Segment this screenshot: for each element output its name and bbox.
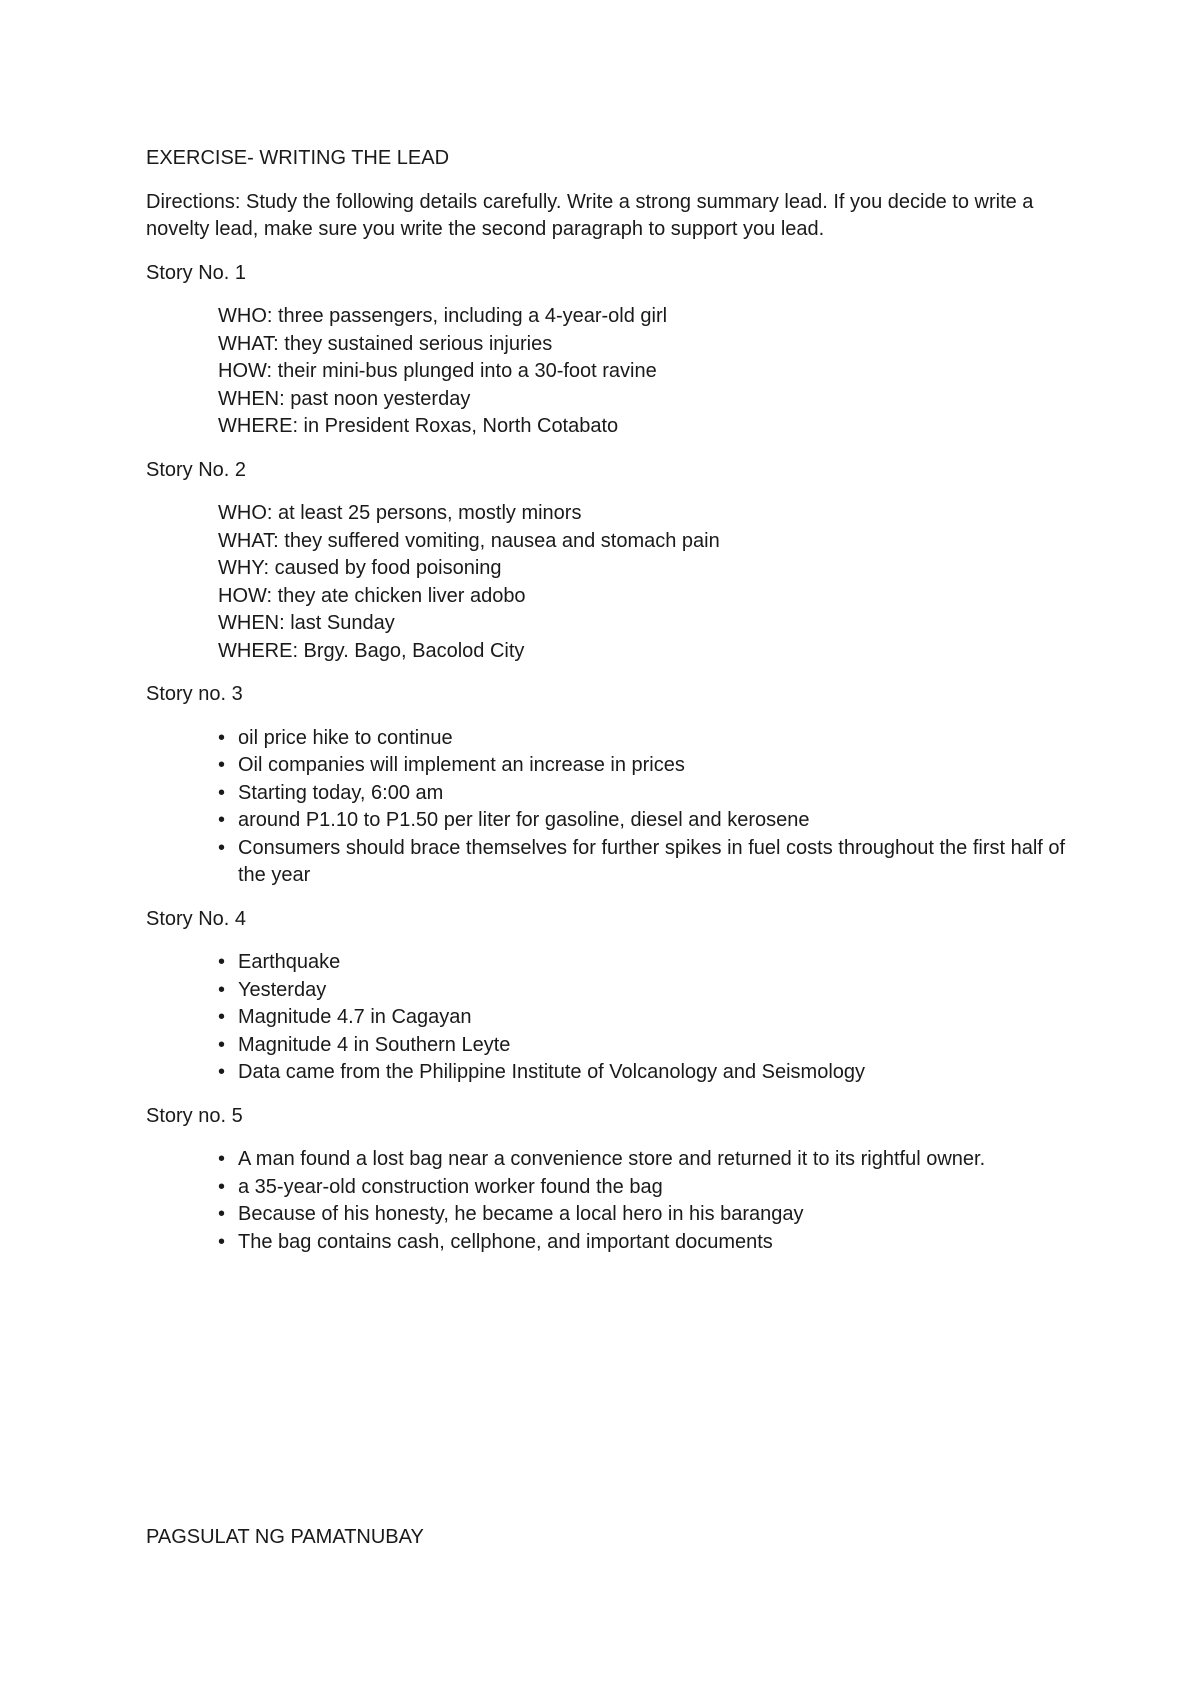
detail-item: WHEN: past noon yesterday: [218, 387, 471, 410]
bullet-item: • Magnitude 4 in Southern Leyte: [218, 1032, 1066, 1060]
footer-title: PAGSULAT NG PAMATNUBAY: [146, 1526, 424, 1548]
detail-item: WHAT: they suffered vomiting, nausea and stomach pain: [218, 529, 720, 552]
bullet-item: • Because of his honesty, he became a local hero in his barangay: [218, 1201, 1066, 1229]
detail-item: WHERE: in President Roxas, North Cotabato: [218, 415, 619, 437]
detail-item: HOW: their mini-bus plunged into a 30-foot ravine: [218, 360, 657, 382]
story-bullets: [218, 1146, 1066, 1256]
detail-item: HOW: they ate chicken liver adobo: [218, 584, 526, 607]
story-heading: Story No. 2: [146, 458, 247, 481]
bullet-item: • Consumers should brace themselves for further spikes in fuel costs throughout the first half of the year: [218, 835, 1066, 890]
detail-item: WHO: at least 25 persons, mostly minors: [218, 502, 582, 524]
detail-item: WHAT: they sustained serious injuries: [218, 332, 553, 355]
bullet-item: • Yesterday: [218, 977, 1066, 1005]
story-heading: Story no. 5: [146, 1104, 243, 1127]
detail-item: WHERE: Brgy. Bago, Bacolod City: [218, 639, 525, 662]
story-bullets: [218, 725, 1066, 890]
detail-item: WHO: three passengers, including a 4-year-old girl: [218, 305, 668, 327]
bullet-item: • a 35-year-old construction worker found the bag: [218, 1174, 1066, 1202]
detail-item: WHY: caused by food poisoning: [218, 557, 502, 579]
bullet-item: • The bag contains cash, cellphone, and important documents: [218, 1229, 1066, 1257]
story-heading: Story no. 3: [146, 683, 243, 705]
bullet-item: • A man found a lost bag near a convenience store and returned it to its rightful owner.: [218, 1146, 1066, 1174]
detail-item: WHEN: last Sunday: [218, 612, 395, 634]
story-bullets: [218, 949, 1066, 1087]
story-details: [218, 500, 1066, 665]
directions-paragraph: Directions: Study the following details carefully. Write a strong summary lead. If you decide to write a novelty lead, make sure you write the second paragraph to support you lead.: [146, 190, 1034, 240]
exercise-title: EXERCISE- WRITING THE LEAD: [146, 147, 450, 169]
story-details: [218, 303, 1066, 441]
bullet-item: • Oil companies will implement an increase in prices: [218, 752, 1066, 780]
bullet-item: • Earthquake: [218, 949, 1066, 977]
document-page: [146, 145, 1066, 1272]
bullet-item: • Data came from the Philippine Institute of Volcanology and Seismology: [218, 1059, 1066, 1087]
story-heading: Story No. 1: [146, 261, 247, 284]
bullet-item: • Starting today, 6:00 am: [218, 780, 1066, 808]
story-heading: Story No. 4: [146, 907, 247, 930]
bullet-item: • Magnitude 4.7 in Cagayan: [218, 1004, 1066, 1032]
bullet-item: • around P1.10 to P1.50 per liter for gasoline, diesel and kerosene: [218, 807, 1066, 835]
bullet-item: • oil price hike to continue: [218, 725, 1066, 753]
